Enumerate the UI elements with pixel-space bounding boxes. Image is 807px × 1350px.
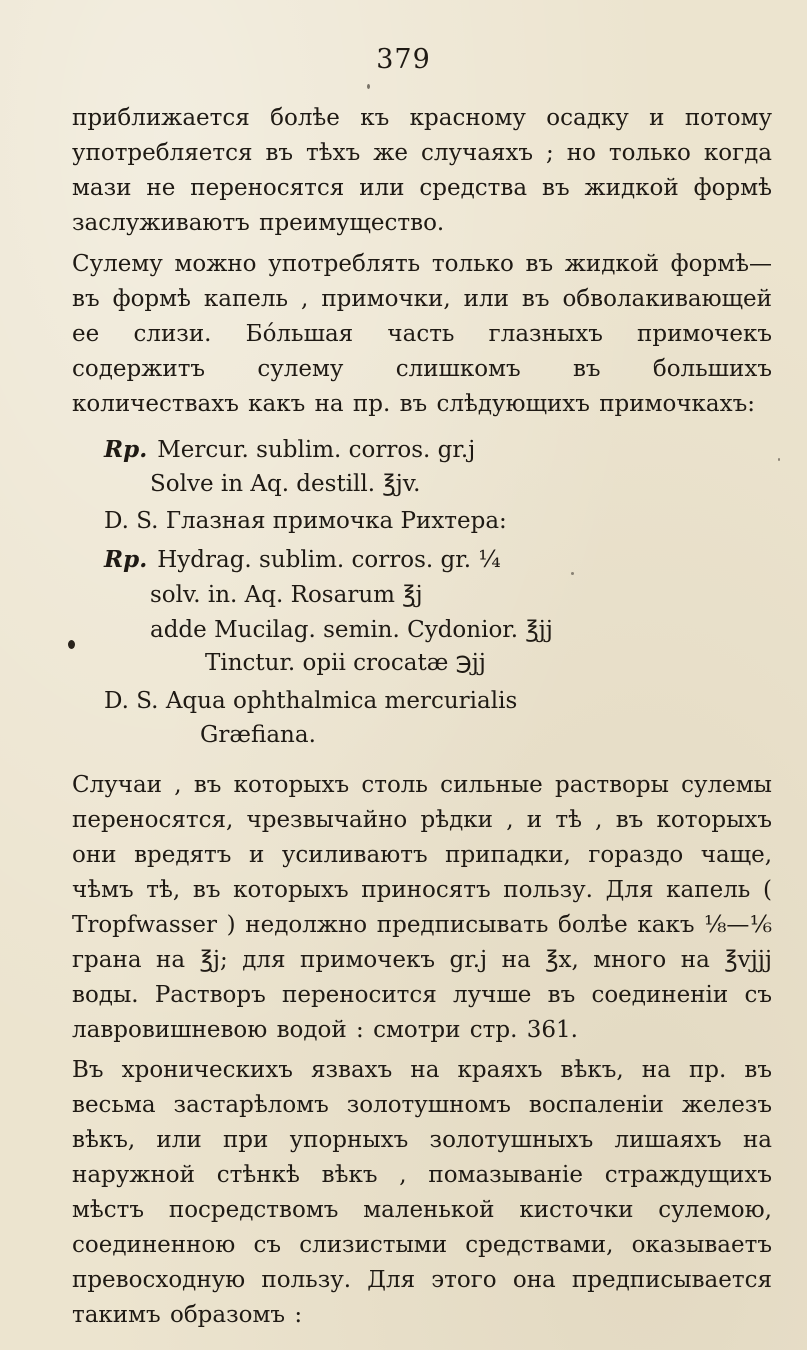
paragraph-4: Въ хроническихъ язвахъ на краяхъ вѣкъ, на пр. въ весьма застарѣломъ золотушномъ воспаленіи железъ вѣкъ, или при упорныхъ золотушныхъ лишаяхъ на наружной стѣнкѣ вѣкъ , помазываніе страждущихъ мѣстъ посредствомъ маленькой кисточки сулемою, соединенною съ слизистыми средствами, оказываетъ превосходную пользу. Для этого она предписывается такимъ образомъ :: [72, 1057, 772, 1328]
recipe-2-signature-cont: Græfiana.: [200, 722, 316, 748]
recipe-1-signature: [104, 504, 507, 538]
paragraph-2: Сулему можно употреблять только въ жидкой формѣ—въ формѣ капель , примочки, или въ обволакивающей ее слизи. Бо́льшая часть глазныхъ примочекъ содержитъ сулему слишкомъ въ большихъ количествахъ какъ на пр. въ слѣдующихъ примочкахъ:: [72, 251, 772, 417]
recipe-2-line-1: [104, 543, 501, 577]
recipe-text: Hydrag. sublim. corros. gr. ¼: [157, 547, 501, 573]
ds-sign: D. S.: [104, 508, 159, 534]
recipe-2-line-2: solv. in. Aq. Rosarum ℥j: [150, 582, 423, 608]
rx-sign: Rp.: [104, 436, 148, 463]
recipe-text: Глазная примочка Рихтера:: [165, 508, 507, 534]
rx-sign: Rp.: [104, 546, 148, 573]
ink-speck: [571, 572, 574, 575]
recipe-1-line-2: Solve in Aq. destill. ℥jv.: [150, 471, 421, 497]
recipe-text: Aqua ophthalmica mercurialis: [165, 688, 518, 714]
paragraph-1: приближается болѣе къ красному осадку и потому употребляется въ тѣхъ же случаяхъ ; но только когда мази не переносятся или средства въ жидкой формѣ заслуживаютъ преимущество.: [72, 105, 772, 236]
recipe-text: Mercur. sublim. corros. gr.j: [157, 437, 476, 463]
recipe-2-line-3: adde Mucilag. semin. Cydonior. ℥jj: [150, 617, 553, 643]
page-number: 379: [376, 44, 431, 75]
ink-speck: [367, 84, 370, 89]
ink-speck: [68, 640, 75, 649]
recipe-2-line-4: Tinctur. opii crocatæ ℈jj: [205, 650, 486, 676]
recipe-2-signature: [104, 684, 517, 718]
paragraph-3: Случаи , въ которыхъ столь сильные растворы сулемы переносятся, чрезвычайно рѣдки , и тѣ , въ которыхъ они вредятъ и усиливаютъ припадки, гораздо чаще, чѣмъ тѣ, въ которыхъ приносятъ пользу. Для капель ( Tropfwasser ) недолжно предписывать болѣе какъ ⅛—⅙ грана на ℥j; для примочекъ gr.j на ℥x, много на ℥vjjj воды. Растворъ переносится лучше въ соединеніи съ лавровишневою водой : смотри стр. 361.: [72, 772, 772, 1043]
recipe-1-line-1: [104, 433, 475, 467]
ds-sign: D. S.: [104, 688, 159, 714]
ink-speck: [778, 458, 780, 461]
